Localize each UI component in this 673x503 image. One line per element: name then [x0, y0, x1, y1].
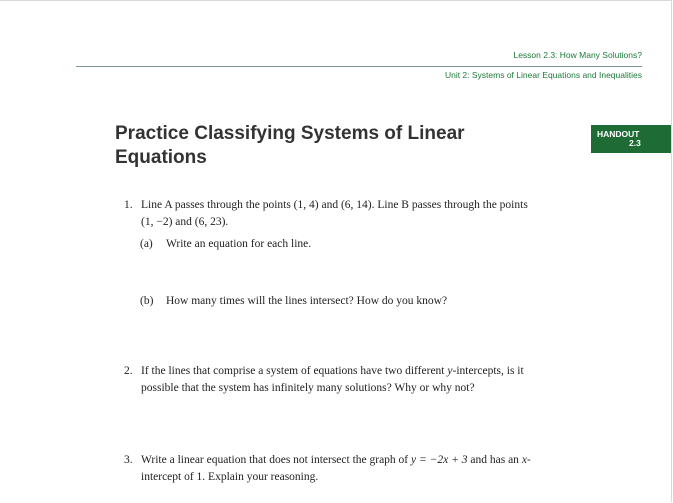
question-3-number: 3. [124, 454, 133, 466]
question-1-text: Line A passes through the points (1, 4) and (6, 14). Line B passes through the points (1, −2) and (6, 23). [141, 199, 528, 228]
handout-tab [591, 125, 671, 153]
question-1-number: 1. [124, 199, 133, 211]
question-3-text-start: Write a linear equation that does not intersect the graph of [141, 454, 412, 466]
question-1-part-a [140, 236, 311, 253]
question-2-text [141, 363, 554, 397]
question-2-text-end: -intercepts, is it possible that the system has infinitely many solutions? Why or why not? [141, 365, 524, 394]
lesson-header: Lesson 2.3: How Many Solutions? [513, 50, 642, 60]
question-3-text [141, 452, 559, 486]
question-3 [124, 452, 559, 486]
handout-number: 2.3 [629, 138, 641, 148]
question-1 [124, 197, 534, 231]
question-3-variable: x [521, 454, 527, 466]
page-title: Practice Classifying Systems of Linear Equations [115, 123, 465, 168]
part-a-text: Write an equation for each line. [166, 238, 312, 250]
part-b-text: How many times will the lines intersect? How do you know? [166, 295, 448, 307]
header-divider [76, 66, 642, 67]
question-3-text-middle: and has an [467, 454, 522, 466]
part-a-label: (a) [140, 238, 153, 250]
question-2-variable: y [447, 365, 453, 377]
unit-header: Unit 2: Systems of Linear Equations and Inequalities [444, 70, 642, 80]
question-3-equation: y = −2x + 3 [411, 454, 468, 466]
question-3-text-end: -intercept of 1. Explain your reasoning. [141, 454, 531, 483]
handout-label: HANDOUT [597, 129, 640, 139]
part-b-label: (b) [140, 295, 154, 307]
question-2-number: 2. [124, 365, 133, 377]
question-1-part-b [140, 293, 447, 310]
question-2-text-start: If the lines that comprise a system of equations have two different [141, 365, 448, 377]
question-2 [124, 363, 554, 397]
